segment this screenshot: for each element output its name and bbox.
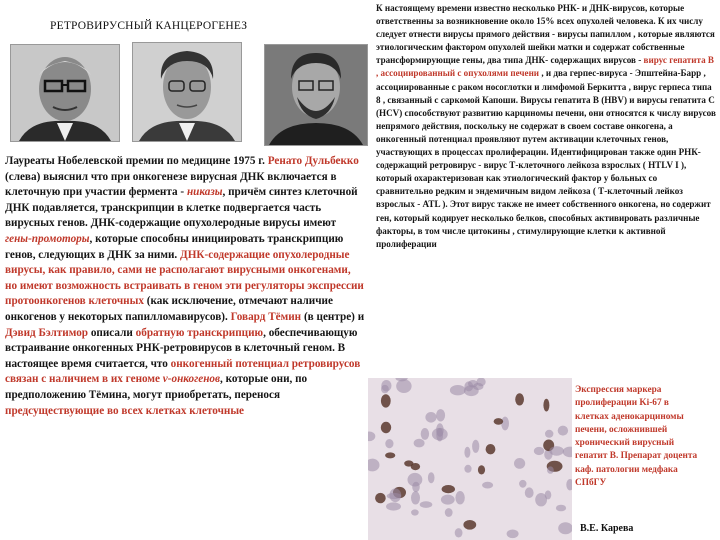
cell-nucleus — [482, 482, 493, 489]
text-run: , и два герпес-вируса - Эпштейна-Барр , ассоциированные с раком носоглотки и лимфомой Беркитта , вирус герпеса типа 8 , связанный с саркомой Капоши. Вирусы гепатита В (HBV) и вирусы гепатита С (HCV) способствуют развитию карциномы печени, они относятся к числу вирусов непрямого действия, поскольку не содержат в своем составе онкогена, а онкогенный потенциал проявляют путем активации клеточных генов, участвующих в процессах пролиферации. Идентифицирован также один РНК-содержащий ретровирус - вирус Т-клеточного лейкоза взрослых ( HTLV I ), который охарактеризован как этиологический фактор у больных со сравнительно редким и эндемичным видом лейкоза ( Т-клеточный лейкоз взрослых - ATL ). Этот вирус также не имеет собственного онкогена, но содержит ген, который кодирует несколько белков, способных активировать различные факторы, в том числе цитокины , стимулирующие клетки к активной пролиферации — [376, 68, 716, 249]
cell-nucleus — [507, 530, 519, 539]
text-run: Дэвид Бэлтимор — [5, 326, 89, 339]
cell-nucleus — [414, 439, 425, 448]
text-run: Лауреаты Нобелевской премии по медицине 1975 г. — [5, 155, 268, 167]
text-run: Говард Тёмин — [230, 310, 302, 323]
ki67-positive-nucleus — [385, 452, 395, 458]
cell-nucleus — [389, 488, 401, 502]
portrait-dulbecco — [10, 44, 120, 142]
cell-nucleus — [472, 440, 479, 453]
cell-nucleus — [450, 385, 466, 395]
cell-nucleus — [464, 447, 470, 458]
cell-nucleus — [558, 426, 568, 436]
cell-nucleus — [473, 383, 484, 390]
cell-nucleus — [396, 379, 411, 393]
portrait-baltimore — [264, 44, 368, 146]
portrait-temin — [132, 42, 242, 142]
cell-nucleus — [455, 491, 464, 504]
text-run: обратную транскрипцию — [135, 326, 264, 339]
text-run: , причём синтез клеточной ДНК подавляется, транскрипции в клетке подвергается часть вирусных генов. ДНК-содержащие опухолеродные вирусы имеют — [5, 186, 358, 230]
cell-nucleus — [445, 508, 453, 517]
text-run: К настоящему времени известно несколько РНК- и ДНК-вирусов, которые ответственны за возникновение около 15% всех опухолей человека. К их числу следует отнести вирусы прямого действия - вирусы папиллом , которые являются этиологическим фактором опухолей шейки матки и содержат собственные трансформирующие гены, два типа ДНК- содержащих вирусов - — [376, 3, 715, 66]
micrograph-author: В.Е. Карева — [580, 523, 634, 534]
ki67-positive-nucleus — [381, 422, 391, 433]
cell-nucleus — [501, 417, 509, 431]
ki67-positive-nucleus — [515, 393, 524, 405]
text-run: Ренато Дульбекко — [267, 155, 359, 167]
ki67-micrograph — [368, 378, 572, 540]
cell-nucleus — [385, 439, 393, 448]
cell-nucleus — [535, 493, 547, 506]
cell-nucleus — [408, 473, 423, 487]
cell-nucleus — [549, 446, 564, 456]
text-run: ДНК-содержащие опухолеродные вирусы, как правило, сами не располагают вирусными онкогенами, но имеют возможность встраивать в геном эти регуляторы экспрессии протоонкогенов клеточных — [5, 248, 364, 308]
text-run: онкогенный потенциал ретровирусов связан с наличием в их геноме — [5, 357, 361, 386]
oncogenic-viruses-paragraph — [376, 2, 716, 251]
cell-nucleus — [455, 528, 463, 537]
ki67-positive-nucleus — [543, 399, 549, 412]
text-run: гены-промоторы — [5, 232, 90, 245]
ki67-positive-nucleus — [404, 460, 413, 466]
text-run: предсуществующие во всех клетках клеточные — [5, 404, 245, 417]
cell-nucleus — [464, 465, 471, 473]
cell-nucleus — [411, 491, 420, 504]
cell-nucleus — [519, 480, 526, 488]
cell-nucleus — [421, 428, 429, 440]
ki67-positive-nucleus — [486, 444, 496, 454]
text-run: вирус гепатита В , ассоциированный с опухолями печени — [376, 55, 714, 79]
cell-nucleus — [514, 458, 525, 469]
text-run: (в центре) и — [301, 310, 365, 323]
ki67-positive-nucleus — [463, 520, 476, 530]
cell-nucleus — [441, 495, 455, 505]
ki67-positive-nucleus — [375, 493, 386, 503]
ki67-positive-nucleus — [494, 418, 504, 425]
cell-nucleus — [525, 487, 534, 498]
cell-nucleus — [411, 509, 419, 515]
cell-nucleus — [436, 409, 445, 421]
text-run: (как исключение, отмечают наличие онкогенов у некоторых папилломавирусов). — [5, 295, 333, 323]
cell-nucleus — [386, 502, 401, 510]
text-run: , которые способны инициировать транскрипцию генов, следующих в ДНК за ними. — [5, 232, 344, 261]
cell-nucleus — [432, 428, 448, 441]
cell-nucleus — [545, 430, 553, 438]
ki67-positive-nucleus — [381, 394, 391, 407]
cell-nucleus — [425, 412, 436, 423]
micrograph-caption: Экспрессия маркера пролиферации Ki-67 в клетках аденокарциномы печени, осложнившей хронический вирусный гепатит В. Препарат доцента каф. патологии медфака СПбГУ — [575, 385, 698, 489]
text-run: никазы — [186, 186, 223, 199]
ki67-positive-nucleus — [442, 485, 455, 493]
slide-title: РЕТРОВИРУСНЫЙ КАНЦЕРОГЕНЕЗ — [50, 20, 248, 32]
text-run: v-онкогенов — [162, 373, 221, 386]
cell-nucleus — [428, 472, 435, 483]
cell-nucleus — [381, 385, 389, 393]
cell-nucleus — [547, 466, 554, 473]
cell-nucleus — [556, 505, 566, 512]
text-run: , которые они, по предположению Тёмина, могут приобретать, перенося — [5, 373, 308, 401]
text-run: (слева) выяснил что при онкогенезе вирусная ДНК включается в клеточную при участии фермента - — [5, 170, 337, 199]
cell-nucleus — [534, 447, 544, 455]
nobel-laureates-paragraph — [5, 154, 365, 419]
ki67-positive-nucleus — [478, 465, 485, 474]
text-run: описали — [88, 326, 136, 339]
text-run: , обеспечивающую встраивание онкогенных РНК-ретровирусов в клеточный геном. В настоящее время считается, что — [5, 326, 358, 370]
cell-nucleus — [420, 501, 433, 508]
